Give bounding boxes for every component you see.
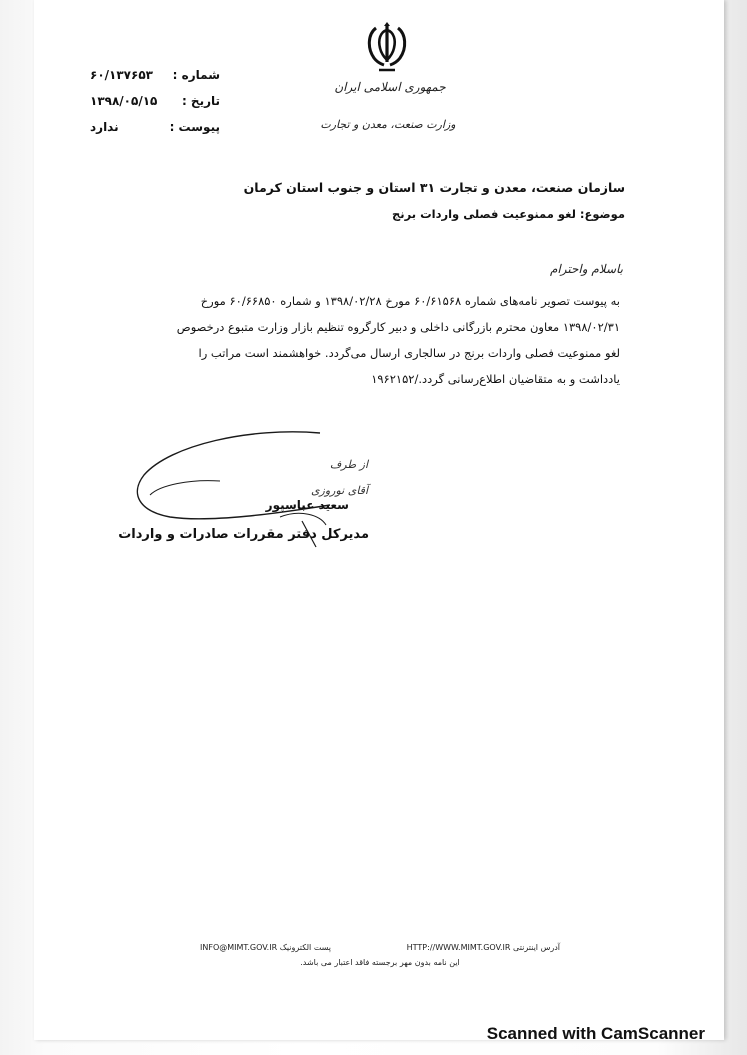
footer-website[interactable]: HTTP://WWW.MIMT.GOV.IR <box>406 943 511 952</box>
camscanner-watermark: Scanned with CamScanner <box>486 1024 705 1043</box>
footer-website-label: آدرس اینترنتی <box>513 943 560 952</box>
body-line: به پیوست تصویر نامه‌های شماره ۶۰/۶۱۵۶۸ مورخ ۱۳۹۸/۰۲/۲۸ و شماره ۶۰/۶۶۸۵۰ مورخ <box>200 294 620 308</box>
date-label: تاریخ : <box>181 94 220 108</box>
recipient: سازمان صنعت، معدن و تجارت ۳۱ استان و جنوب استان کرمان <box>243 180 625 195</box>
letter-body <box>120 288 620 392</box>
letter-meta <box>90 62 220 140</box>
footer-email[interactable]: INFO@MIMT.GOV.IR <box>200 943 278 952</box>
meta-date <box>90 88 220 114</box>
letterhead-ministry: وزارت صنعت، معدن و تجارت <box>320 118 456 131</box>
signatory-name: سعید عباسپور <box>265 498 349 512</box>
footer-website-group <box>407 943 560 952</box>
handwritten-note <box>288 452 368 504</box>
signatory-title: مدیرکل دفتر مقررات صادرات و واردات <box>118 527 369 542</box>
letterhead-country: جمهوری اسلامی ایران <box>334 80 446 94</box>
date-value: ۱۳۹۸/۰۵/۱۵ <box>90 94 158 108</box>
subject: موضوع: لغو ممنوعیت فصلی واردات برنج <box>392 207 625 221</box>
footer-email-group <box>200 943 331 952</box>
number-value: ۶۰/۱۳۷۶۵۳ <box>90 68 153 82</box>
meta-number <box>90 62 220 88</box>
handwritten-note-line: آقای نوروزی <box>310 484 368 497</box>
meta-attachment <box>90 114 220 140</box>
handwritten-note-line: از طرف <box>329 458 368 471</box>
footer-contacts <box>200 943 560 952</box>
letter-footer <box>200 943 560 967</box>
footer-email-label: پست الکترونیک <box>279 943 332 952</box>
attachment-label: پیوست : <box>169 120 220 134</box>
body-line: یادداشت و به متقاضیان اطلاع‌رسانی گردد./۱۹۶۲۱۵۲ <box>371 372 620 386</box>
attachment-value: ندارد <box>90 120 119 134</box>
iran-emblem-icon <box>362 22 412 78</box>
body-line: ۱۳۹۸/۰۲/۳۱ معاون محترم بازرگانی داخلی و دبیر کارگروه تنظیم بازار وزارت متبوع درخصوص <box>176 320 620 334</box>
greeting: باسلام واحترام <box>549 262 623 276</box>
number-label: شماره : <box>172 68 220 82</box>
body-line: لغو ممنوعیت فصلی واردات برنج در سالجاری ارسال می‌گردد. خواهشمند است مراتب را <box>198 346 620 360</box>
footer-note: این نامه بدون مهر برجسته فاقد اعتبار می باشد. <box>300 958 460 967</box>
